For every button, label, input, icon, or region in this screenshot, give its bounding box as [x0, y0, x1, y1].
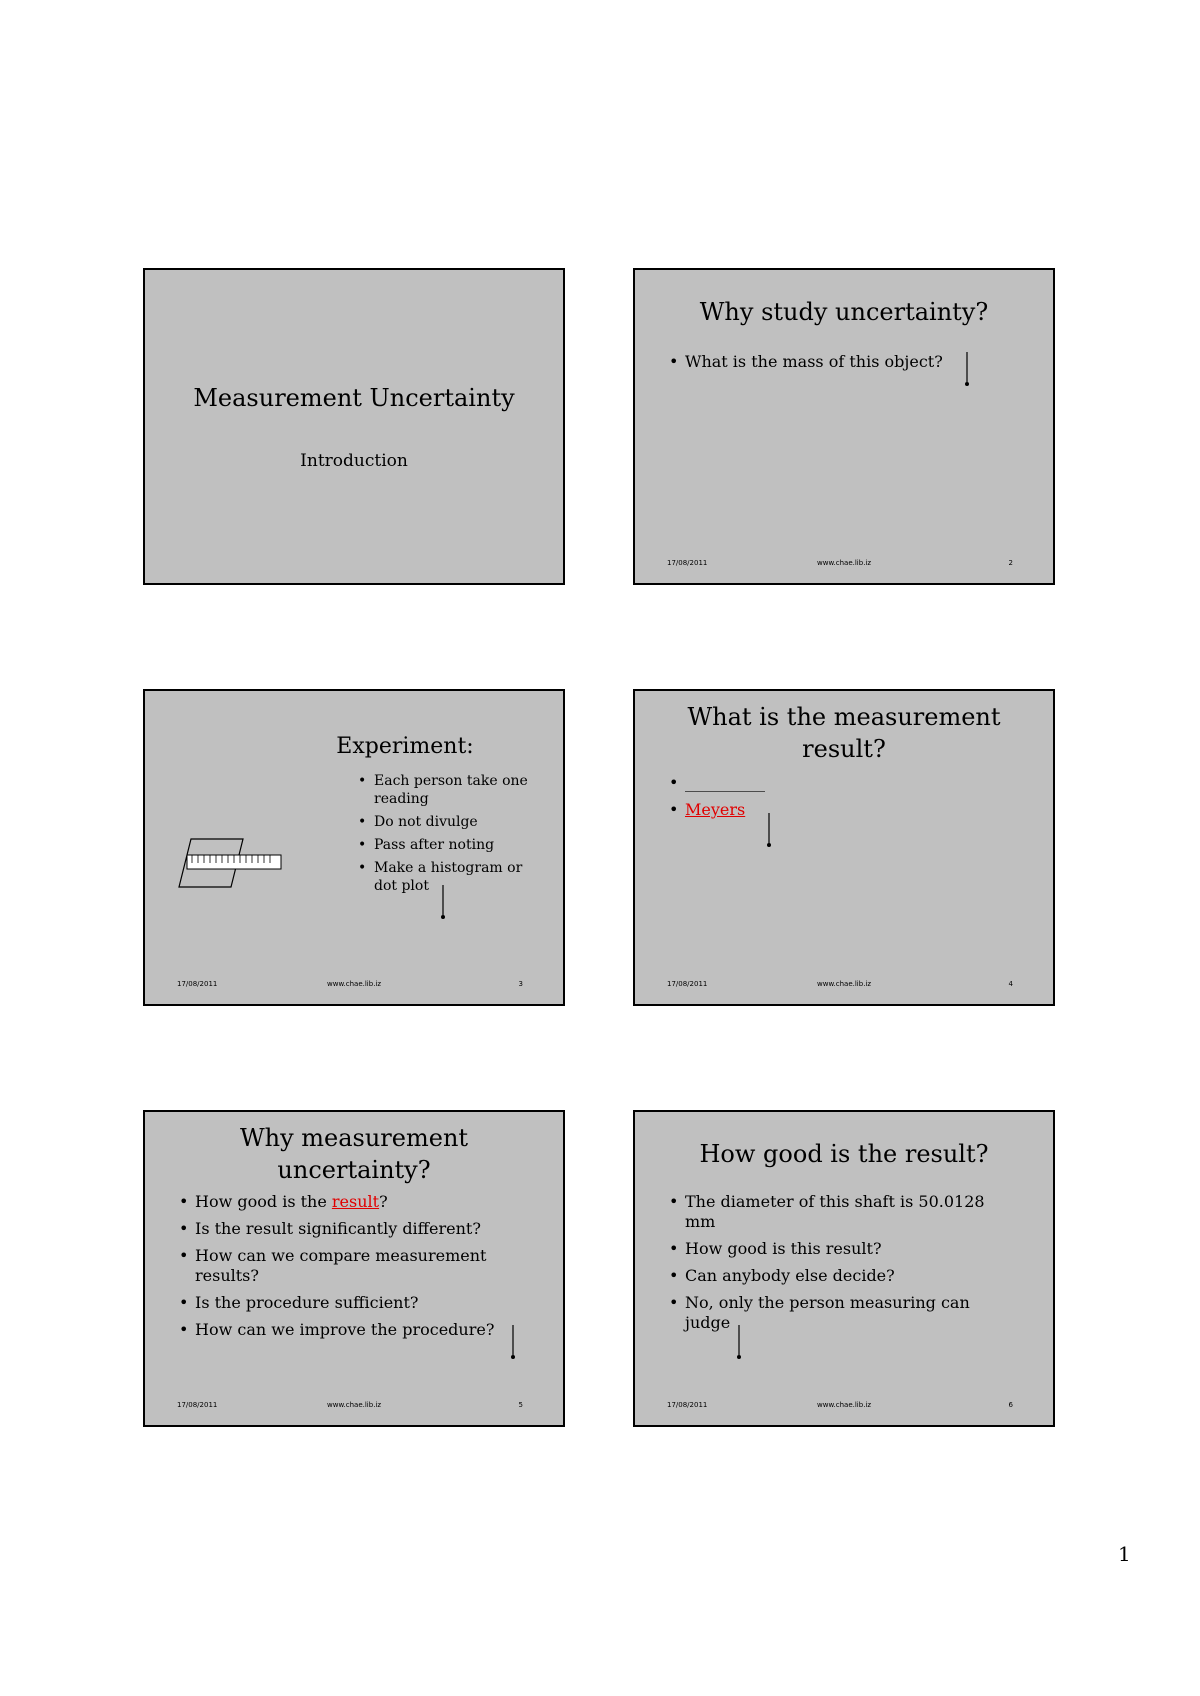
- footer-slide-number: 6: [1008, 1401, 1013, 1409]
- meyers-link[interactable]: Meyers: [685, 800, 746, 819]
- pointer-cursor-icon: [437, 885, 449, 925]
- bullet-item: • How good is the result?: [179, 1192, 519, 1212]
- slide-title: Measurement Uncertainty: [193, 384, 515, 412]
- slide-1: [143, 268, 565, 585]
- slide-footer: [177, 980, 523, 990]
- footer-site: www.chae.lib.iz: [327, 1401, 382, 1409]
- footer-date: 17/08/2011: [667, 1401, 708, 1409]
- bullet-item: • How good is this result?: [669, 1239, 999, 1259]
- bullet-item: • Do not divulge: [358, 813, 538, 831]
- footer-site: www.chae.lib.iz: [817, 559, 872, 567]
- pointer-cursor-icon: [763, 813, 775, 853]
- pointer-cursor-icon: [961, 352, 973, 392]
- slide-title: How good is the result?: [699, 1140, 989, 1168]
- slide-footer: [177, 1401, 523, 1411]
- bullet-item: • Is the result significantly different?: [179, 1219, 519, 1239]
- footer-slide-number: 2: [1008, 559, 1013, 567]
- page-number: 1: [1118, 1542, 1131, 1566]
- bullet-item: • Each person take one reading: [358, 772, 538, 808]
- bullet-item: • How can we compare measurement results?: [179, 1246, 519, 1286]
- footer-slide-number: 3: [518, 980, 523, 988]
- footer-site: www.chae.lib.iz: [327, 980, 382, 988]
- bullet-list: [669, 1192, 999, 1340]
- slide-2: [633, 268, 1055, 585]
- footer-site: www.chae.lib.iz: [817, 980, 872, 988]
- bullet-list: [669, 773, 969, 827]
- bullet-item: • What is the mass of this object?: [669, 352, 989, 372]
- bullet-list: [358, 772, 538, 900]
- slide-4: [633, 689, 1055, 1006]
- slide-title: Why measurement uncertainty?: [239, 1124, 469, 1184]
- footer-date: 17/08/2011: [177, 980, 218, 988]
- slide-5: [143, 1110, 565, 1427]
- slide-3: [143, 689, 565, 1006]
- bullet-item: • Make a histogram or dot plot: [358, 859, 538, 895]
- bullet-item: • __________: [669, 773, 969, 793]
- slide-footer: [667, 559, 1013, 569]
- bullet-list: [179, 1192, 519, 1347]
- slide-title: Why study uncertainty?: [699, 298, 989, 326]
- slide-6: [633, 1110, 1055, 1427]
- pointer-cursor-icon: [733, 1325, 745, 1365]
- bullet-item: • Is the procedure sufficient?: [179, 1293, 519, 1313]
- result-link[interactable]: result: [331, 1192, 380, 1211]
- ruler-on-block-icon: [177, 837, 287, 892]
- slide-footer: [667, 980, 1013, 990]
- slide-title: What is the measurement result?: [687, 703, 1001, 763]
- pointer-cursor-icon: [507, 1325, 519, 1365]
- footer-date: 17/08/2011: [667, 559, 708, 567]
- bullet-item: • Pass after noting: [358, 836, 538, 854]
- slide-title: Experiment:: [336, 734, 474, 759]
- bullet-item: [669, 800, 969, 820]
- footer-date: 17/08/2011: [177, 1401, 218, 1409]
- bullet-list: [669, 352, 989, 379]
- slide-subtitle: Introduction: [300, 451, 408, 471]
- footer-site: www.chae.lib.iz: [817, 1401, 872, 1409]
- footer-date: 17/08/2011: [667, 980, 708, 988]
- bullet-item: • Can anybody else decide?: [669, 1266, 999, 1286]
- footer-slide-number: 5: [518, 1401, 523, 1409]
- bullet-item: • How can we improve the procedure?: [179, 1320, 519, 1340]
- footer-slide-number: 4: [1008, 980, 1013, 988]
- bullet-item: • No, only the person measuring can judge: [669, 1293, 999, 1333]
- bullet-item: • The diameter of this shaft is 50.0128 mm: [669, 1192, 999, 1232]
- slide-footer: [667, 1401, 1013, 1411]
